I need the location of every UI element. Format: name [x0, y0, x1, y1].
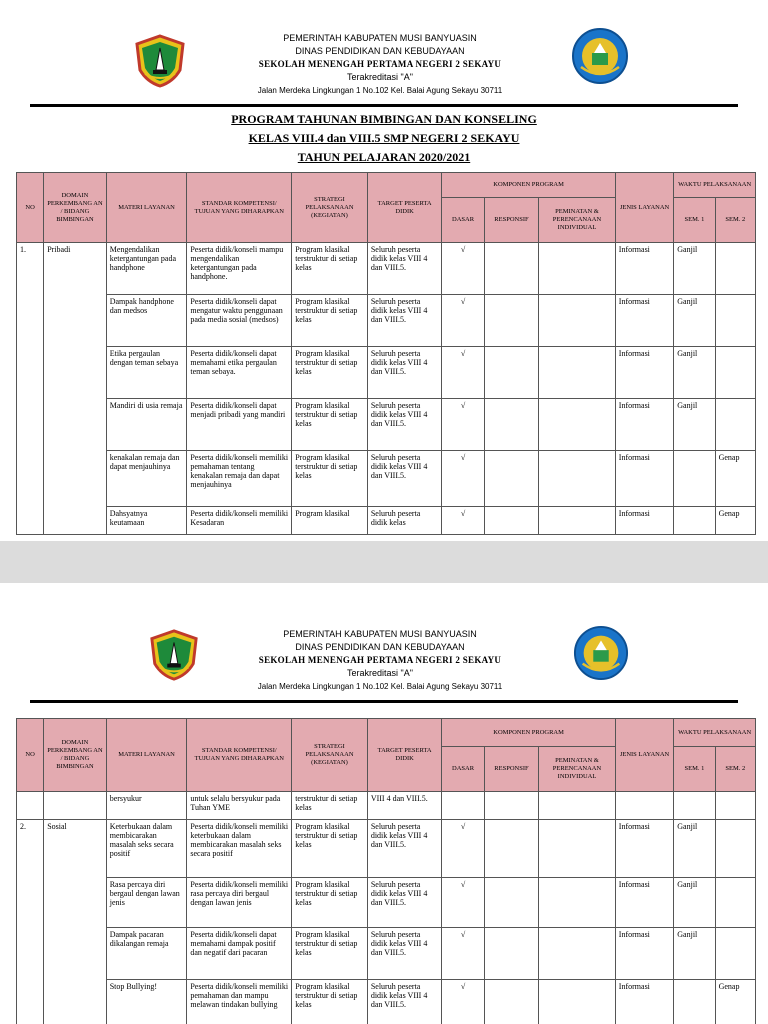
cell-peminatan — [539, 451, 616, 507]
cell-dasar: √ — [442, 451, 484, 507]
letterhead-divider — [30, 104, 738, 107]
table-row — [17, 928, 756, 980]
cell-strategi: terstruktur di setiap kelas — [292, 792, 368, 820]
table-row — [17, 820, 756, 878]
cell-sem2 — [715, 295, 755, 347]
cell-target: Seluruh peserta didik kelas VIII 4 dan VIII.5. — [367, 347, 442, 399]
cell-strategi: Program klasikal terstruktur di setiap kelas — [292, 243, 368, 295]
cell-strategi: Program klasikal terstruktur di setiap kelas — [292, 980, 368, 1024]
cell-dasar: √ — [442, 980, 484, 1024]
cell-responsif — [484, 792, 538, 820]
cell-materi: Etika pergaulan dengan teman sebaya — [106, 347, 187, 399]
year-title: TAHUN PELAJARAN 2020/2021 — [297, 150, 471, 164]
program-table — [16, 718, 756, 1024]
cell-domain — [44, 792, 107, 820]
cell-domain: Pribadi — [44, 243, 107, 535]
cell-no: 1. — [17, 243, 44, 535]
header-waktu: WAKTU PELAKSANAAN — [674, 719, 756, 747]
cell-responsif — [484, 243, 538, 295]
header-materi: MATERI LAYANAN — [106, 719, 187, 792]
cell-materi: Stop Bullying! — [106, 980, 187, 1024]
cell-jenis: Informasi — [615, 347, 673, 399]
cell-materi: Mengendalikan ketergantungan pada handphone — [106, 243, 187, 295]
cell-responsif — [484, 399, 538, 451]
header-target: TARGET PESERTA DIDIK — [367, 173, 442, 243]
cell-materi: Keterbukaan dalam membicarakan masalah seks secara positif — [106, 820, 187, 878]
cell-peminatan — [539, 980, 616, 1024]
cell-sem1: Ganjil — [674, 295, 715, 347]
cell-jenis: Informasi — [615, 451, 673, 507]
header-waktu: WAKTU PELAKSANAAN — [674, 173, 756, 198]
cell-dasar: √ — [442, 878, 484, 928]
cell-peminatan — [539, 878, 616, 928]
cell-sem1: Ganjil — [674, 399, 715, 451]
cell-dasar: √ — [442, 399, 484, 451]
header-no: NO — [17, 173, 44, 243]
table-row — [17, 295, 756, 347]
header-sem2: SEM. 2 — [715, 747, 755, 792]
header-responsif: RESPONSIF — [484, 747, 538, 792]
cell-dasar: √ — [442, 507, 484, 535]
letterhead — [180, 32, 580, 97]
cell-responsif — [484, 980, 538, 1024]
cell-sem1 — [674, 451, 715, 507]
cell-strategi: Program klasikal — [292, 507, 368, 535]
cell-jenis: Informasi — [615, 820, 673, 878]
cell-responsif — [484, 507, 538, 535]
table-row — [17, 451, 756, 507]
cell-materi: Dahsyatnya keutamaan — [106, 507, 187, 535]
cell-jenis: Informasi — [615, 928, 673, 980]
header-komponen: KOMPONEN PROGRAM — [442, 173, 615, 198]
cell-sem2 — [715, 820, 755, 878]
cell-sem1 — [674, 792, 715, 820]
cell-jenis: Informasi — [615, 295, 673, 347]
cell-peminatan — [539, 399, 616, 451]
cell-materi: Dampak handphone dan medsos — [106, 295, 187, 347]
cell-peminatan — [539, 295, 616, 347]
cell-materi: bersyukur — [106, 792, 187, 820]
cell-jenis — [615, 792, 673, 820]
cell-standar: Peserta didik/konseli dapat memahami etika pergaulan teman sebaya. — [187, 347, 292, 399]
header-target: TARGET PESERTA DIDIK — [367, 719, 442, 792]
header-dasar: DASAR — [442, 747, 484, 792]
letterhead-department: DINAS PENDIDIKAN DAN KEBUDAYAAN — [295, 642, 465, 652]
header-peminatan: PEMINATAN & PERENCANAAN INDIVIDUAL — [539, 198, 616, 243]
cell-no: 2. — [17, 820, 44, 1024]
cell-sem1: Ganjil — [674, 347, 715, 399]
cell-strategi: Program klasikal terstruktur di setiap kelas — [292, 451, 368, 507]
header-peminatan: PEMINATAN & PERENCANAAN INDIVIDUAL — [539, 747, 616, 792]
header-standar: STANDAR KOMPETENSI/ TUJUAN YANG DIHARAPKAN — [187, 173, 292, 243]
cell-sem2: Genap — [715, 451, 755, 507]
header-responsif: RESPONSIF — [484, 198, 538, 243]
header-sem2: SEM. 2 — [715, 198, 755, 243]
cell-strategi: Program klasikal terstruktur di setiap kelas — [292, 820, 368, 878]
cell-standar: Peserta didik/konseli memiliki Kesadaran — [187, 507, 292, 535]
table-row — [17, 347, 756, 399]
cell-responsif — [484, 347, 538, 399]
letterhead-government: PEMERINTAH KABUPATEN MUSI BANYUASIN — [283, 33, 477, 43]
program-title: PROGRAM TAHUNAN BIMBINGAN DAN KONSELING — [231, 112, 537, 126]
document-titles — [0, 110, 768, 167]
letterhead-address: Jalan Merdeka Lingkungan 1 No.102 Kel. Balai Agung Sekayu 30711 — [257, 86, 503, 95]
cell-strategi: Program klasikal terstruktur di setiap kelas — [292, 399, 368, 451]
cell-materi: Mandiri di usia remaja — [106, 399, 187, 451]
cell-standar: Peserta didik/konseli dapat mengatur waktu penggunaan pada media sosial (medsos) — [187, 295, 292, 347]
cell-dasar: √ — [442, 243, 484, 295]
cell-target: Seluruh peserta didik kelas VIII 4 dan VIII.5. — [367, 295, 442, 347]
cell-sem2: Genap — [715, 980, 755, 1024]
cell-responsif — [484, 295, 538, 347]
header-no: NO — [17, 719, 44, 792]
cell-responsif — [484, 878, 538, 928]
letterhead-accreditation: Terakreditasi "A" — [347, 72, 413, 82]
cell-standar: Peserta didik/konseli memiliki rasa percaya diri bergaul dengan lawan jenis — [187, 878, 292, 928]
cell-domain: Sosial — [44, 820, 107, 1024]
header-komponen: KOMPONEN PROGRAM — [442, 719, 615, 747]
cell-target: VIII 4 dan VIII.5. — [367, 792, 442, 820]
header-materi: MATERI LAYANAN — [106, 173, 187, 243]
table-row — [17, 507, 756, 535]
cell-standar: untuk selalu bersyukur pada Tuhan YME — [187, 792, 292, 820]
table-row — [17, 792, 756, 820]
cell-sem2 — [715, 347, 755, 399]
letterhead-accreditation: Terakreditasi "A" — [347, 668, 413, 678]
letterhead-divider — [30, 700, 738, 703]
header-jenis: JENIS LAYANAN — [615, 173, 673, 243]
cell-peminatan — [539, 243, 616, 295]
cell-peminatan — [539, 347, 616, 399]
letterhead — [180, 628, 580, 693]
cell-no — [17, 792, 44, 820]
cell-peminatan — [539, 792, 616, 820]
cell-standar: Peserta didik/konseli mampu mengendalikan ketergantungan pada handphone. — [187, 243, 292, 295]
header-domain: DOMAIN PERKEMBANG AN / BIDANG BIMBINGAN — [44, 719, 107, 792]
header-dasar: DASAR — [442, 198, 484, 243]
cell-standar: Peserta didik/konseli dapat memahami dampak positif dan negatif dari pacaran — [187, 928, 292, 980]
cell-dasar: √ — [442, 820, 484, 878]
class-title: KELAS VIII.4 dan VIII.5 SMP NEGERI 2 SEKAYU — [248, 131, 520, 145]
cell-peminatan — [539, 928, 616, 980]
cell-materi: kenakalan remaja dan dapat menjauhinya — [106, 451, 187, 507]
cell-strategi: Program klasikal terstruktur di setiap kelas — [292, 295, 368, 347]
cell-strategi: Program klasikal terstruktur di setiap kelas — [292, 347, 368, 399]
cell-target: Seluruh peserta didik kelas VIII 4 dan VIII.5. — [367, 878, 442, 928]
cell-sem2 — [715, 399, 755, 451]
cell-sem2 — [715, 928, 755, 980]
cell-jenis: Informasi — [615, 507, 673, 535]
cell-standar: Peserta didik/konseli memiliki pemahaman dan mampu melawan tindakan bullying — [187, 980, 292, 1024]
header-standar: STANDAR KOMPETENSI/ TUJUAN YANG DIHARAPKAN — [187, 719, 292, 792]
table-row — [17, 980, 756, 1024]
cell-target: Seluruh peserta didik kelas — [367, 507, 442, 535]
cell-responsif — [484, 451, 538, 507]
cell-jenis: Informasi — [615, 243, 673, 295]
cell-strategi: Program klasikal terstruktur di setiap kelas — [292, 928, 368, 980]
table-row — [17, 243, 756, 295]
header-jenis: JENIS LAYANAN — [615, 719, 673, 792]
letterhead-address: Jalan Merdeka Lingkungan 1 No.102 Kel. Balai Agung Sekayu 30711 — [257, 682, 503, 691]
cell-materi: Dampak pacaran dikalangan remaja — [106, 928, 187, 980]
cell-standar: Peserta didik/konseli memiliki pemahaman tentang kenakalan remaja dan dapat menjauhinya — [187, 451, 292, 507]
cell-materi: Rasa percaya diri bergaul dengan lawan jenis — [106, 878, 187, 928]
cell-target: Seluruh peserta didik kelas VIII 4 dan VIII.5. — [367, 243, 442, 295]
cell-standar: Peserta didik/konseli dapat menjadi pribadi yang mandiri — [187, 399, 292, 451]
cell-sem2 — [715, 878, 755, 928]
cell-dasar — [442, 792, 484, 820]
cell-sem1: Ganjil — [674, 878, 715, 928]
tut-wuri-handayani-logo-icon — [573, 625, 629, 686]
cell-sem1 — [674, 980, 715, 1024]
header-strategi: STRATEGI PELAKSANAAN (KEGIATAN) — [292, 719, 368, 792]
cell-target: Seluruh peserta didik kelas VIII 4 dan VIII.5. — [367, 451, 442, 507]
musi-banyuasin-emblem-icon — [133, 34, 187, 93]
cell-sem2 — [715, 792, 755, 820]
cell-dasar: √ — [442, 347, 484, 399]
header-strategi: STRATEGI PELAKSANAAN (KEGIATAN) — [292, 173, 368, 243]
cell-sem1: Ganjil — [674, 928, 715, 980]
cell-sem1: Ganjil — [674, 820, 715, 878]
cell-jenis: Informasi — [615, 399, 673, 451]
header-domain: DOMAIN PERKEMBANG AN / BIDANG BIMBINGAN — [44, 173, 107, 243]
cell-target: Seluruh peserta didik kelas VIII 4 dan VIII.5. — [367, 399, 442, 451]
cell-responsif — [484, 820, 538, 878]
cell-responsif — [484, 928, 538, 980]
cell-jenis: Informasi — [615, 878, 673, 928]
cell-peminatan — [539, 507, 616, 535]
header-sem1: SEM. 1 — [674, 747, 715, 792]
cell-target: Seluruh peserta didik kelas VIII 4 dan VIII.5. — [367, 820, 442, 878]
cell-peminatan — [539, 820, 616, 878]
cell-strategi: Program klasikal terstruktur di setiap kelas — [292, 878, 368, 928]
cell-target: Seluruh peserta didik kelas VIII 4 dan VIII.5. — [367, 928, 442, 980]
document-page-2 — [0, 583, 768, 1024]
program-table — [16, 172, 756, 535]
letterhead-school: SEKOLAH MENENGAH PERTAMA NEGERI 2 SEKAYU — [258, 655, 502, 665]
cell-dasar: √ — [442, 295, 484, 347]
table-row — [17, 399, 756, 451]
cell-sem1 — [674, 507, 715, 535]
cell-sem1: Ganjil — [674, 243, 715, 295]
letterhead-department: DINAS PENDIDIKAN DAN KEBUDAYAAN — [295, 46, 465, 56]
cell-sem2: Genap — [715, 507, 755, 535]
cell-sem2 — [715, 243, 755, 295]
cell-dasar: √ — [442, 928, 484, 980]
letterhead-government: PEMERINTAH KABUPATEN MUSI BANYUASIN — [283, 629, 477, 639]
cell-jenis: Informasi — [615, 980, 673, 1024]
cell-standar: Peserta didik/konseli memiliki keterbukaan dalam membicarakan masalah seks secara positif — [187, 820, 292, 878]
header-sem1: SEM. 1 — [674, 198, 715, 243]
letterhead-school: SEKOLAH MENENGAH PERTAMA NEGERI 2 SEKAYU — [258, 59, 502, 69]
table-row — [17, 878, 756, 928]
cell-target: Seluruh peserta didik kelas VIII 4 dan VIII.5. — [367, 980, 442, 1024]
